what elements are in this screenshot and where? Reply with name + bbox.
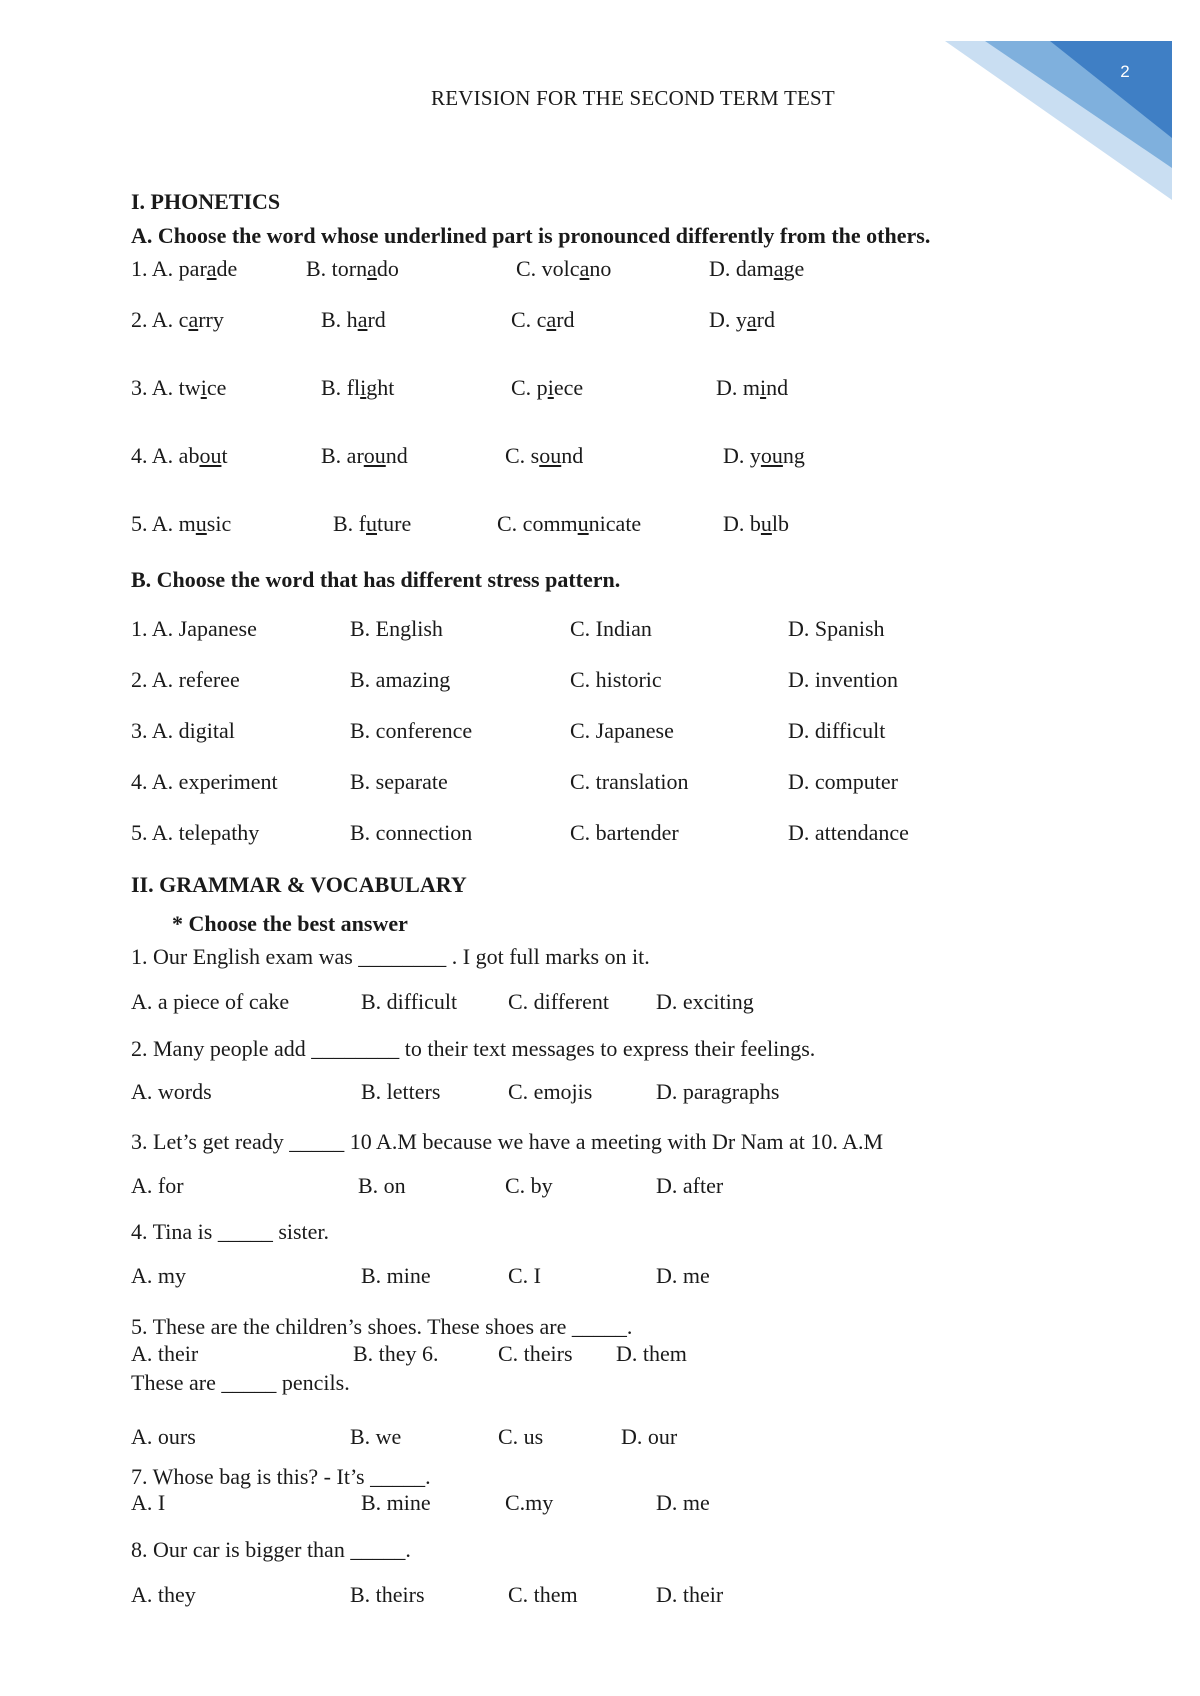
answer-option: B. difficult: [361, 989, 458, 1014]
option: 4. A. about: [131, 443, 228, 468]
option: D. invention: [788, 667, 898, 692]
option: C. card: [511, 307, 575, 332]
answer-option: A. for: [131, 1173, 184, 1198]
option: C. Indian: [570, 616, 652, 641]
option: D. difficult: [788, 718, 886, 743]
option: B. flight: [321, 375, 395, 400]
option: 5. A. telepathy: [131, 820, 260, 845]
answer-option: C. by: [505, 1173, 553, 1198]
option: 2. A. carry: [131, 307, 224, 332]
option: C. Japanese: [570, 718, 674, 743]
option: 3. A. digital: [131, 718, 235, 743]
answer-option: C. them: [508, 1582, 578, 1607]
answer-option: C. emojis: [508, 1079, 593, 1104]
option: B. hard: [321, 307, 386, 332]
question-stem: 3. Let’s get ready _____ 10 A.M because we have a meeting with Dr Nam at 10. A.M: [131, 1129, 884, 1154]
option: 1. A. parade: [131, 256, 238, 281]
answer-option: B. they 6.: [353, 1341, 439, 1366]
option: C. bartender: [570, 820, 679, 845]
option: D. bulb: [723, 511, 790, 536]
question-stem: 1. Our English exam was ________ . I got full marks on it.: [131, 944, 650, 969]
instruction-grammar: * Choose the best answer: [172, 911, 408, 936]
option: B. amazing: [350, 667, 451, 692]
answer-option: C. different: [508, 989, 610, 1014]
option: B. separate: [350, 769, 448, 794]
option: B. around: [321, 443, 408, 468]
option: C. translation: [570, 769, 689, 794]
answer-option: B. on: [358, 1173, 406, 1198]
option: C. piece: [511, 375, 584, 400]
option: 4. A. experiment: [131, 769, 278, 794]
section-heading-phonetics: I. PHONETICS: [131, 189, 281, 214]
option: 3. A. twice: [131, 375, 227, 400]
answer-option: D. paragraphs: [656, 1079, 780, 1104]
answer-option: B. we: [350, 1424, 402, 1449]
page-number: 2: [1120, 62, 1130, 81]
answer-option: D. exciting: [656, 989, 754, 1014]
question-stem: 4. Tina is _____ sister.: [131, 1219, 330, 1244]
option: D. attendance: [788, 820, 909, 845]
answer-option: A. words: [131, 1079, 212, 1104]
answer-option: D. me: [656, 1263, 710, 1288]
option: D. computer: [788, 769, 898, 794]
section-heading-grammar: II. GRAMMAR & VOCABULARY: [131, 872, 467, 897]
option: D. yard: [709, 307, 775, 332]
option: B. future: [333, 511, 412, 536]
answer-option: A. I: [131, 1490, 166, 1515]
option: B. connection: [350, 820, 473, 845]
option: C. communicate: [497, 511, 642, 536]
answer-option: D. them: [616, 1341, 687, 1366]
answer-option: A. ours: [131, 1424, 196, 1449]
answer-option: C. I: [508, 1263, 541, 1288]
answer-option: B. mine: [361, 1490, 431, 1515]
question-stem: These are _____ pencils.: [131, 1370, 350, 1395]
answer-option: A. their: [131, 1341, 199, 1366]
option: D. Spanish: [788, 616, 885, 641]
option: 5. A. music: [131, 511, 232, 536]
option: D. young: [723, 443, 805, 468]
question-stem: 5. These are the children’s shoes. These shoes are _____.: [131, 1314, 633, 1339]
question-stem: 7. Whose bag is this? - It’s _____.: [131, 1464, 431, 1489]
answer-option: B. theirs: [350, 1582, 425, 1607]
instruction-part-b: B. Choose the word that has different stress pattern.: [131, 567, 621, 592]
instruction-part-a: A. Choose the word whose underlined part is pronounced differently from the others.: [131, 223, 931, 248]
answer-option: A. my: [131, 1263, 186, 1288]
option: 2. A. referee: [131, 667, 240, 692]
option: D. damage: [709, 256, 805, 281]
page-title: REVISION FOR THE SECOND TERM TEST: [431, 86, 835, 110]
question-stem: 8. Our car is bigger than _____.: [131, 1537, 411, 1562]
option: B. conference: [350, 718, 473, 743]
option: 1. A. Japanese: [131, 616, 257, 641]
answer-option: A. a piece of cake: [131, 989, 290, 1014]
option: B. tornado: [306, 256, 399, 281]
answer-option: C. theirs: [498, 1341, 573, 1366]
question-stem: 2. Many people add ________ to their text messages to express their feelings.: [131, 1036, 816, 1061]
answer-option: A. they: [131, 1582, 196, 1607]
answer-option: C. us: [498, 1424, 544, 1449]
answer-option: B. letters: [361, 1079, 441, 1104]
option: D. mind: [716, 375, 789, 400]
answer-option: C.my: [505, 1490, 554, 1515]
answer-option: D. after: [656, 1173, 724, 1198]
answer-option: B. mine: [361, 1263, 431, 1288]
answer-option: D. their: [656, 1582, 724, 1607]
answer-option: D. me: [656, 1490, 710, 1515]
answer-option: D. our: [621, 1424, 678, 1449]
option: C. volcano: [516, 256, 612, 281]
option: C. historic: [570, 667, 662, 692]
option: B. English: [350, 616, 443, 641]
option: C. sound: [505, 443, 584, 468]
